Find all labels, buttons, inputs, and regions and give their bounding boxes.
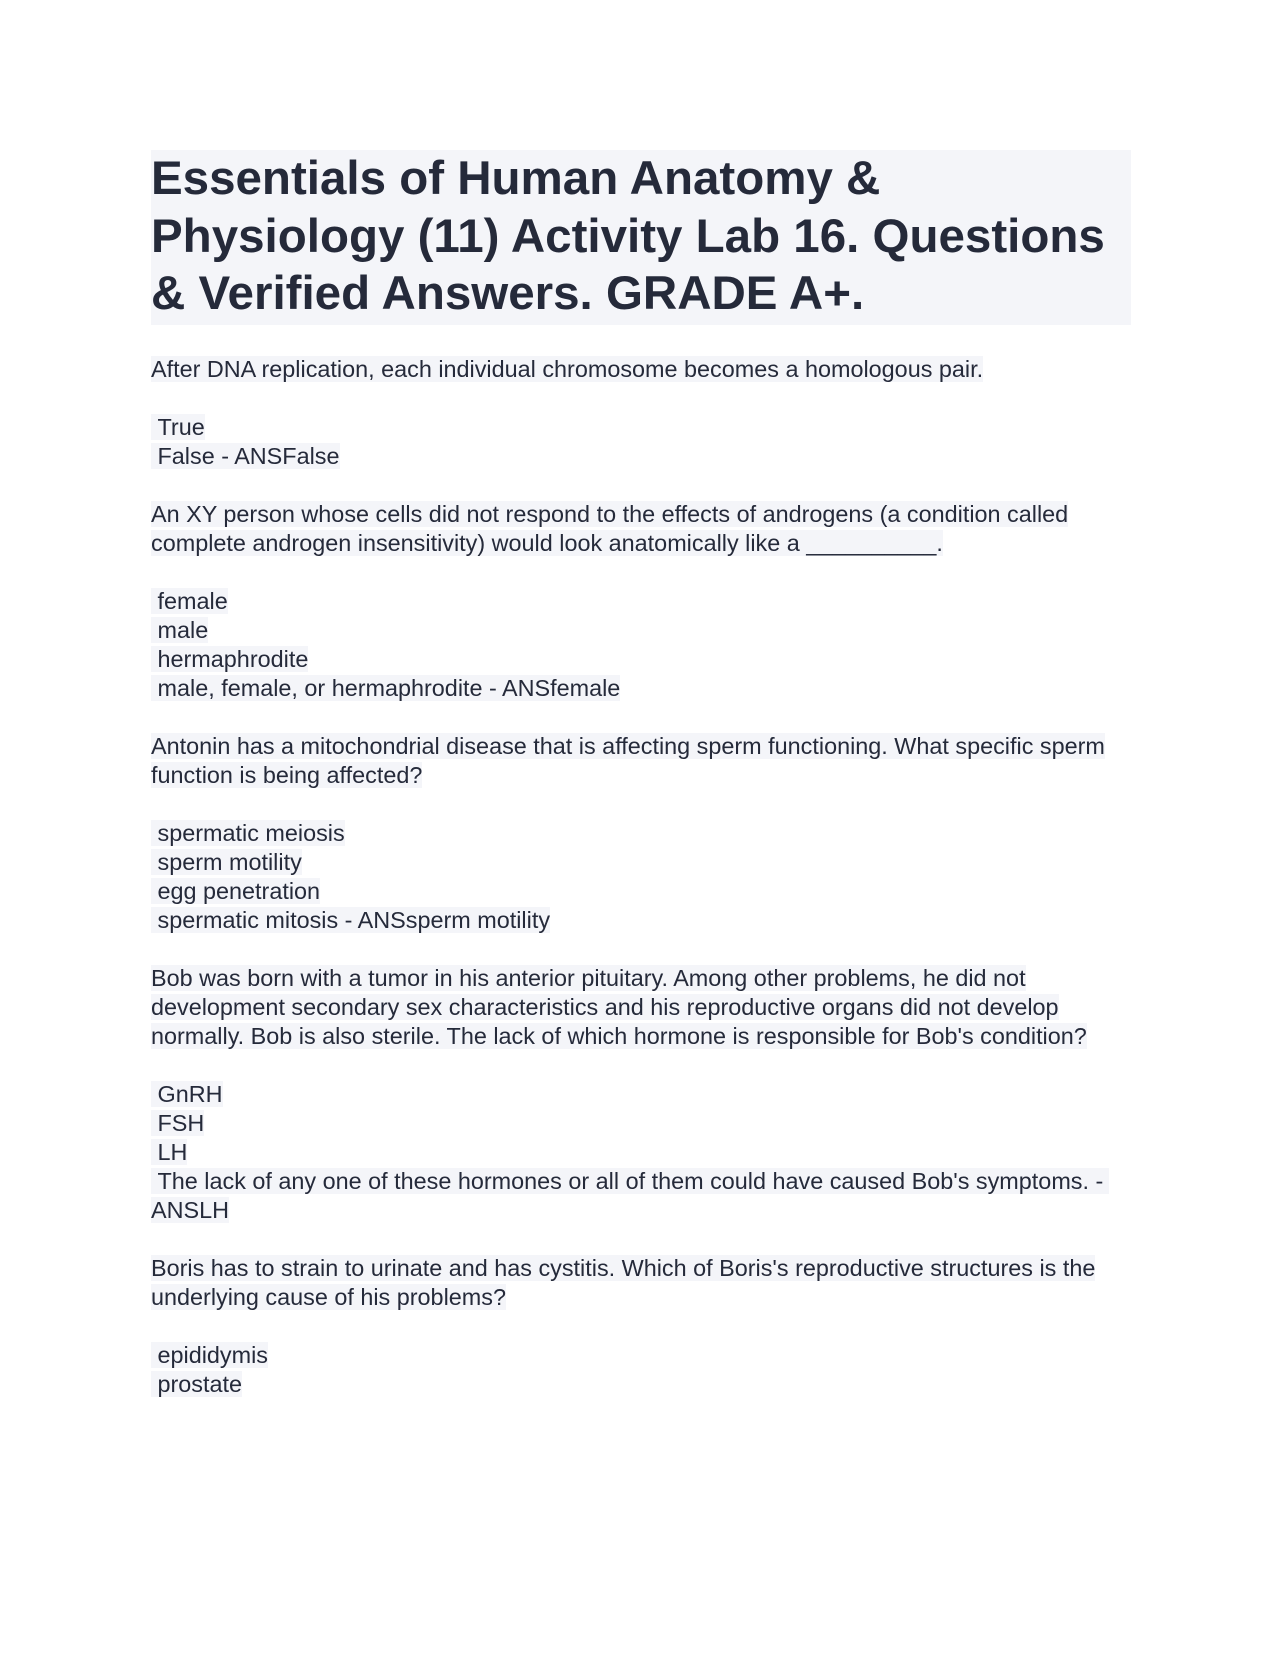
question-block (151, 500, 1131, 703)
answer-options (151, 413, 1131, 471)
answer-option: male, female, or hermaphrodite - ANSfemale (151, 674, 621, 701)
answer-option: False - ANSFalse (151, 442, 340, 469)
question-text: Antonin has a mitochondrial disease that is affecting sperm functioning. What specific sperm function is being affected? (151, 732, 1105, 788)
answer-option: spermatic meiosis (151, 819, 345, 846)
answer-option: epididymis (151, 1341, 269, 1368)
answer-option: prostate (151, 1370, 243, 1397)
answer-options (151, 819, 1131, 935)
answer-options (151, 587, 1131, 703)
question-text: Boris has to strain to urinate and has cystitis. Which of Boris's reproductive structures is the underlying cause of his problems? (151, 1254, 1096, 1310)
question-block (151, 732, 1131, 935)
question-block (151, 355, 1131, 471)
question-text: An XY person whose cells did not respond to the effects of androgens (a condition called complete androgen insensitivity) would look anatomically like a __________. (151, 500, 1069, 556)
question-text: After DNA replication, each individual chromosome becomes a homologous pair. (151, 355, 984, 382)
document-page (151, 150, 1131, 1399)
answer-options (151, 1080, 1131, 1225)
answer-option: FSH (151, 1109, 205, 1136)
answer-option: hermaphrodite (151, 645, 309, 672)
question-block (151, 1254, 1131, 1399)
answer-option: male (151, 616, 209, 643)
question-block (151, 964, 1131, 1225)
answer-option: LH (151, 1138, 188, 1165)
document-title: Essentials of Human Anatomy & Physiology (11) Activity Lab 16. Questions & Verified Answers. GRADE A+. (151, 152, 1105, 320)
answer-option: GnRH (151, 1080, 223, 1107)
answer-option: True (151, 413, 205, 440)
question-text: Bob was born with a tumor in his anterior pituitary. Among other problems, he did not development secondary sex characteristics and his reproductive organs did not develop normally. Bob is also sterile. The lack of which hormone is responsible for Bob's condition? (151, 964, 1087, 1049)
answer-option: egg penetration (151, 877, 321, 904)
answer-option: female (151, 587, 228, 614)
document-title-block (151, 150, 1131, 325)
answer-option: The lack of any one of these hormones or all of them could have caused Bob's symptoms. - ANSLH (151, 1167, 1109, 1223)
answer-option: sperm motility (151, 848, 302, 875)
answer-options (151, 1341, 1131, 1399)
answer-option: spermatic mitosis - ANSsperm motility (151, 906, 551, 933)
